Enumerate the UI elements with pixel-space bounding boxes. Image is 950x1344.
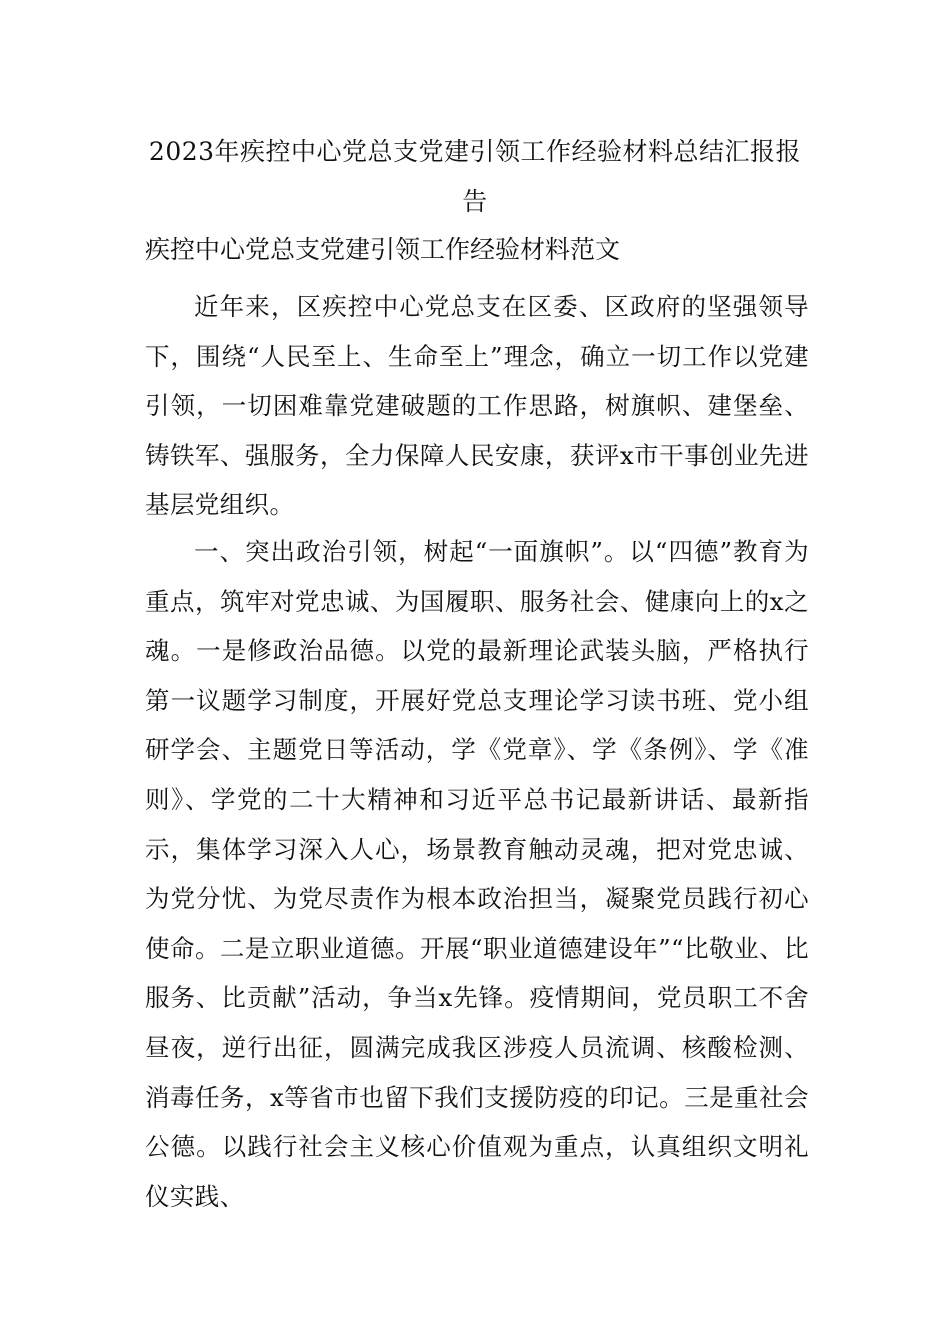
paragraph-intro: 近年来，区疾控中心党总支在区委、区政府的坚强领导下，围绕“人民至上、生命至上”理念，确立一切工作以党建引领，一切困难靠党建破题的工作思路，树旗帜、建堡垒、铸铁军、强服务，全力保障人民安康，获评x市干事创业先进基层党组织。 — [145, 292, 809, 520]
document-subtitle: 疾控中心党总支党建引领工作经验材料范文 — [145, 235, 621, 264]
paragraph-section-one: 一、突出政治引领，树起“一面旗帜”。以“四德”教育为重点，筑牢对党忠诚、为国履职、服务社会、健康向上的x之魂。一是修政治品德。以党的最新理论武装头脑，严格执行第一议题学习制度，开展好党总支理论学习读书班、党小组研学会、主题党日等活动，学《党章》、学《条例》、学《准则》、学党的二十大精神和习近平总书记最新讲话、最新指示，集体学习深入人心，场景教育触动灵魂，把对党忠诚、为党分忧、为党尽责作为根本政治担当，凝聚党员践行初心使命。二是立职业道德。开展“职业道德建设年”“比敬业、比服务、比贡献”活动，争当x先锋。疫情期间，党员职工不舍昼夜，逆行出征，圆满完成我区涉疫人员流调、核酸检测、消毒任务，x等省市也留下我们支援防疫的印记。三是重社会公德。以践行社会主义核心价值观为重点，认真组织文明礼仪实践、 — [145, 537, 809, 1211]
document-title: 2023年疾控中心党总支党建引领工作经验材料总结汇报报告 — [148, 137, 802, 216]
